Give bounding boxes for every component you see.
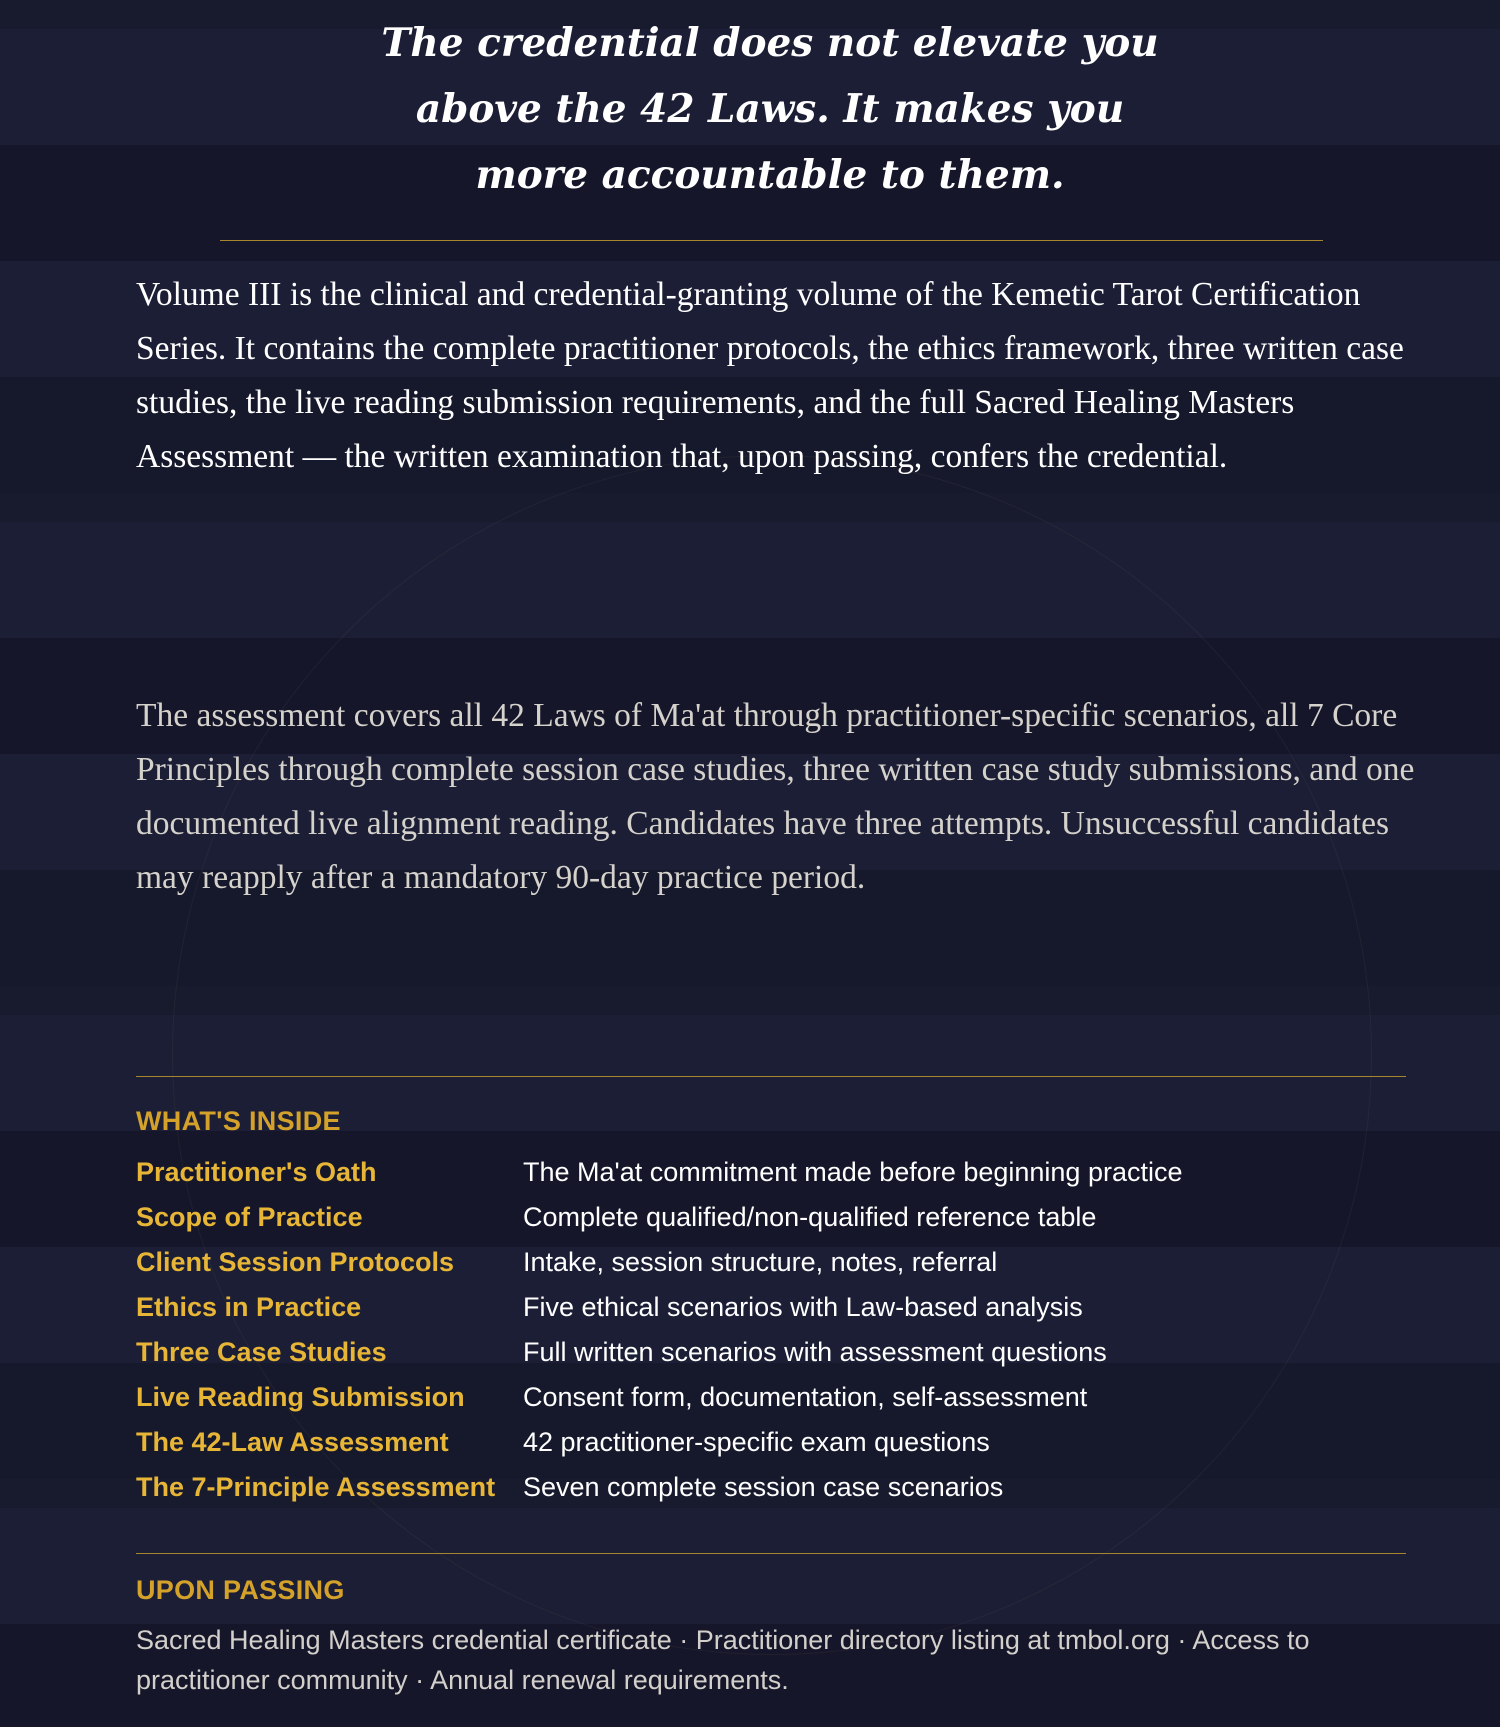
list-item	[136, 1330, 1406, 1375]
list-item-term: The 42-Law Assessment	[136, 1427, 449, 1457]
list-item	[136, 1285, 1406, 1330]
list-item-description: The Ma'at commitment made before beginning practice	[523, 1157, 1183, 1187]
list-item-term: Practitioner's Oath	[136, 1157, 377, 1187]
list-item-term: Scope of Practice	[136, 1202, 363, 1232]
list-item-description: Intake, session structure, notes, referral	[523, 1247, 998, 1277]
list-item	[136, 1195, 1406, 1240]
pull-quote-line: above the 42 Laws. It makes you	[415, 86, 1125, 132]
list-item	[136, 1150, 1406, 1195]
list-item-description: Five ethical scenarios with Law-based analysis	[523, 1292, 1083, 1322]
list-item-description: Seven complete session case scenarios	[523, 1472, 1004, 1502]
list-item	[136, 1240, 1406, 1285]
list-item-description: Full written scenarios with assessment questions	[523, 1337, 1107, 1367]
intro-paragraph: Volume III is the clinical and credential-granting volume of the Kemetic Tarot Certification Series. It contains the complete practitioner protocols, the ethics framework, three written case studies, the live reading submission requirements, and the full Sacred Healing Masters Assessment — the written examination that, upon passing, confers the credential.	[136, 276, 1404, 475]
pull-quote-line: The credential does not elevate you	[381, 20, 1159, 66]
upon-passing-text: Sacred Healing Masters credential certificate · Practitioner directory listing at tmbol.org · Access to practitioner community · Annual renewal requirements.	[136, 1625, 1310, 1695]
pull-quote	[250, 10, 1290, 208]
list-item-description: Complete qualified/non-qualified reference table	[523, 1202, 1097, 1232]
list-item	[136, 1375, 1406, 1420]
list-item-description: 42 practitioner-specific exam questions	[523, 1427, 990, 1457]
list-item-term: Three Case Studies	[136, 1337, 387, 1367]
whats-inside-heading: WHAT'S INSIDE	[136, 1106, 341, 1136]
list-item-term: Live Reading Submission	[136, 1382, 465, 1412]
divider	[136, 1553, 1406, 1554]
list-item	[136, 1465, 1406, 1510]
list-item-term: Client Session Protocols	[136, 1247, 455, 1277]
whats-inside-list	[136, 1150, 1406, 1510]
list-item-term: Ethics in Practice	[136, 1292, 362, 1322]
list-item-description: Consent form, documentation, self-assessment	[523, 1382, 1088, 1412]
list-item-term: The 7-Principle Assessment	[136, 1472, 496, 1502]
divider	[220, 240, 1323, 241]
divider	[136, 1076, 1406, 1077]
list-item	[136, 1420, 1406, 1465]
pull-quote-line: more accountable to them.	[475, 152, 1065, 198]
assessment-paragraph: The assessment covers all 42 Laws of Ma'at through practitioner-specific scenarios, all 7 Core Principles through complete session case studies, three written case study submissions, and one documented live alignment reading. Candidates have three attempts. Unsuccessful candidates may reapply after a mandatory 90-day practice period.	[136, 697, 1415, 896]
upon-passing-heading: UPON PASSING	[136, 1575, 345, 1605]
